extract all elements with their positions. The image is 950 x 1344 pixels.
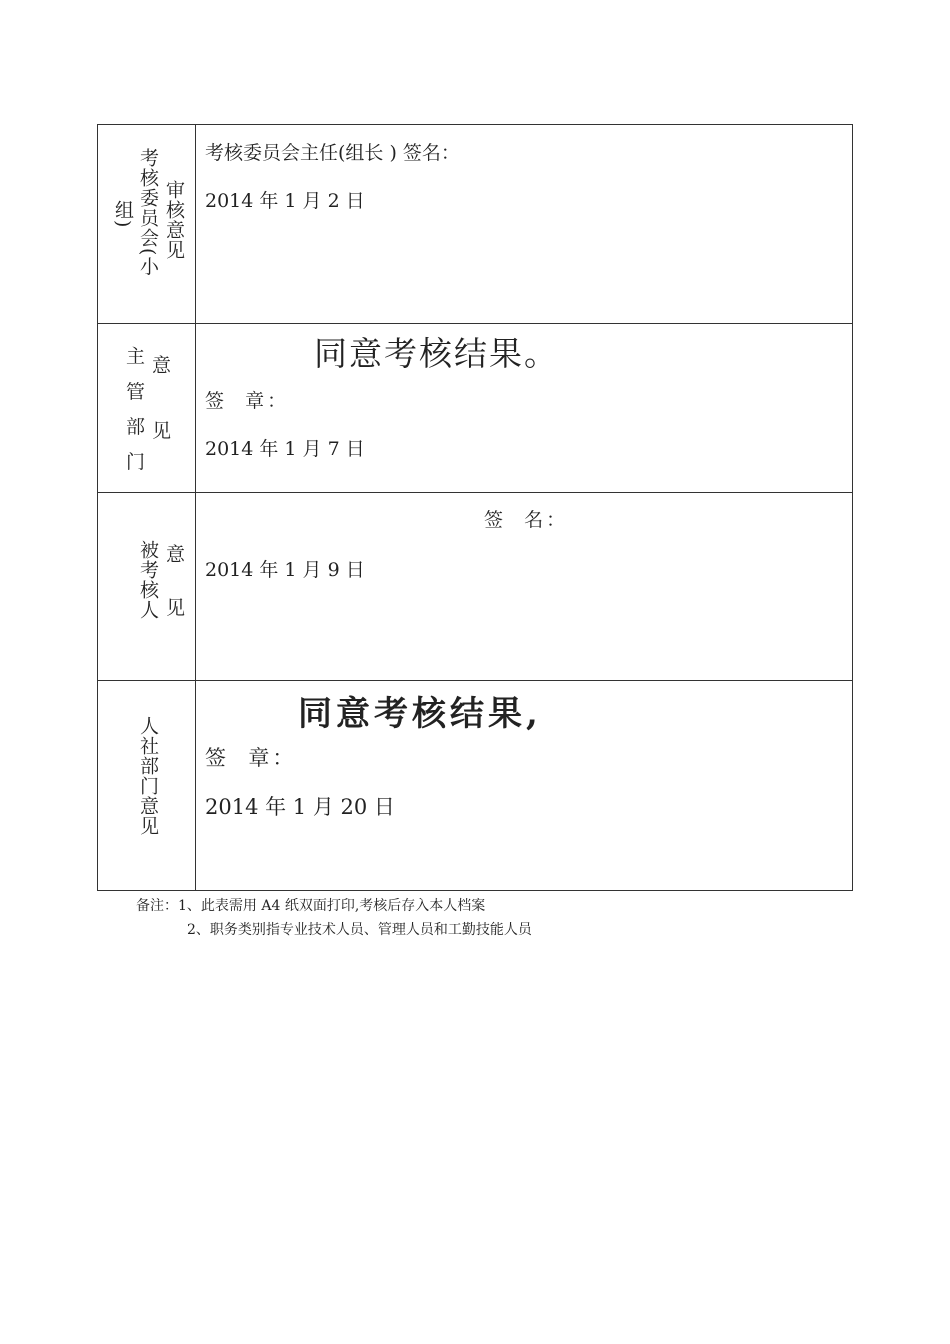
row2-sign: 签 章：	[205, 390, 290, 412]
row4-date: 2014 年 1 月 20 日	[205, 795, 395, 819]
column-divider	[195, 124, 196, 891]
row2-opinion: 同意考核结果。	[314, 334, 559, 373]
row4-sign: 签 章：	[205, 746, 297, 770]
row-divider-2	[97, 492, 853, 493]
row3-date: 2014 年 1 月 9 日	[205, 559, 365, 581]
row1-label-col3: 组)	[112, 200, 134, 229]
table-border-top	[97, 124, 853, 125]
row1-signer-line: 考核委员会主任(组长 ) 签名：	[205, 142, 460, 164]
row3-label-col2: 被考核人	[137, 540, 159, 620]
table-border-left	[97, 124, 98, 891]
footnote-2: 2、职务类别指专业技术人员、管理人员和工勤技能人员	[187, 922, 532, 938]
row2-label-col2: 主 管 部 门	[123, 346, 145, 476]
row3-label-col1: 意 见	[163, 544, 185, 631]
row3-sign: 签 名：	[484, 509, 569, 531]
table-border-bottom	[97, 890, 853, 891]
table-border-right	[852, 124, 853, 891]
row2-date: 2014 年 1 月 7 日	[205, 438, 365, 460]
row1-label-col1: 审核意见	[163, 180, 185, 260]
row-divider-3	[97, 680, 853, 681]
row2-label-col1: 意 见	[149, 355, 171, 460]
row1-label-col2: 考核委员会(小	[137, 148, 159, 277]
row4-label: 人社部门意见	[137, 716, 159, 836]
row4-opinion: 同意考核结果,	[298, 694, 542, 734]
row1-date: 2014 年 1 月 2 日	[205, 190, 365, 212]
footnote-1: 备注：1、此表需用 A4 纸双面打印,考核后存入本人档案	[136, 898, 486, 914]
row-divider-1	[97, 323, 853, 324]
